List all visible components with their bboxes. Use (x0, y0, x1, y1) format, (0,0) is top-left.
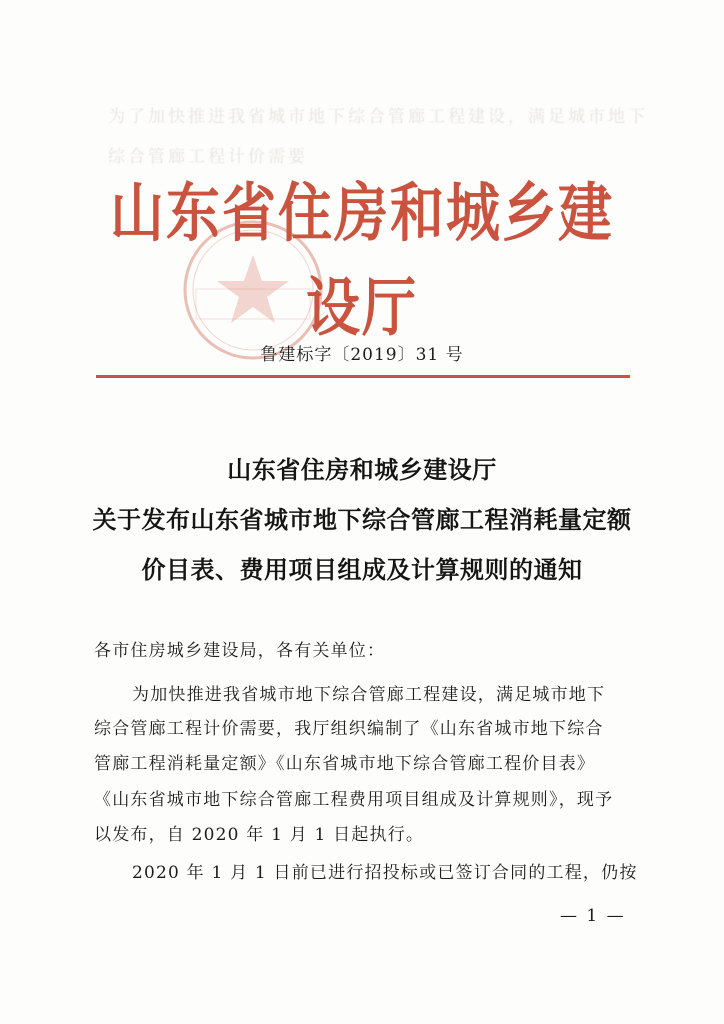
paragraph-1-line-2: 综合管廊工程计价需要，我厅组织编制了《山东省城市地下综合 (94, 719, 604, 739)
notice-title-line-3: 价目表、费用项目组成及计算规则的通知 (141, 555, 583, 584)
paragraph-2-line-1: 2020 年 1 月 1 日前已进行招投标或已签订合同的工程，仍按 (132, 863, 638, 883)
paragraph-1-line-4: 《山东省城市地下综合管廊工程费用项目组成及计算规则》，现予 (94, 790, 614, 810)
page-number: — 1 — (560, 906, 626, 926)
red-divider-rule (96, 375, 630, 378)
paragraph-1-line-3: 管廊工程消耗量定额》《山东省城市地下综合管廊工程价目表》 (94, 754, 596, 774)
notice-title-line-1: 山东省住房和城乡建设厅 (227, 455, 497, 484)
notice-title-line-2: 关于发布山东省城市地下综合管廊工程消耗量定额 (92, 505, 632, 534)
document-number: 鲁建标字〔2019〕31 号 (260, 345, 464, 365)
salutation: 各市住房城乡建设局，各有关单位： (94, 641, 386, 661)
bleed-through-line-1: 为了加快推进我省城市地下综合管廊工程建设，满足城市地下 (108, 107, 648, 127)
paragraph-1-line-1: 为加快推进我省城市地下综合管廊工程建设，满足城市地下 (132, 685, 606, 705)
agency-masthead: 山东省住房和城乡建设厅 (110, 175, 614, 345)
bleed-through-line-2: 综合管廊工程计价需要 (108, 147, 308, 167)
paragraph-1-line-5: 以发布，自 2020 年 1 月 1 日起执行。 (94, 825, 425, 845)
